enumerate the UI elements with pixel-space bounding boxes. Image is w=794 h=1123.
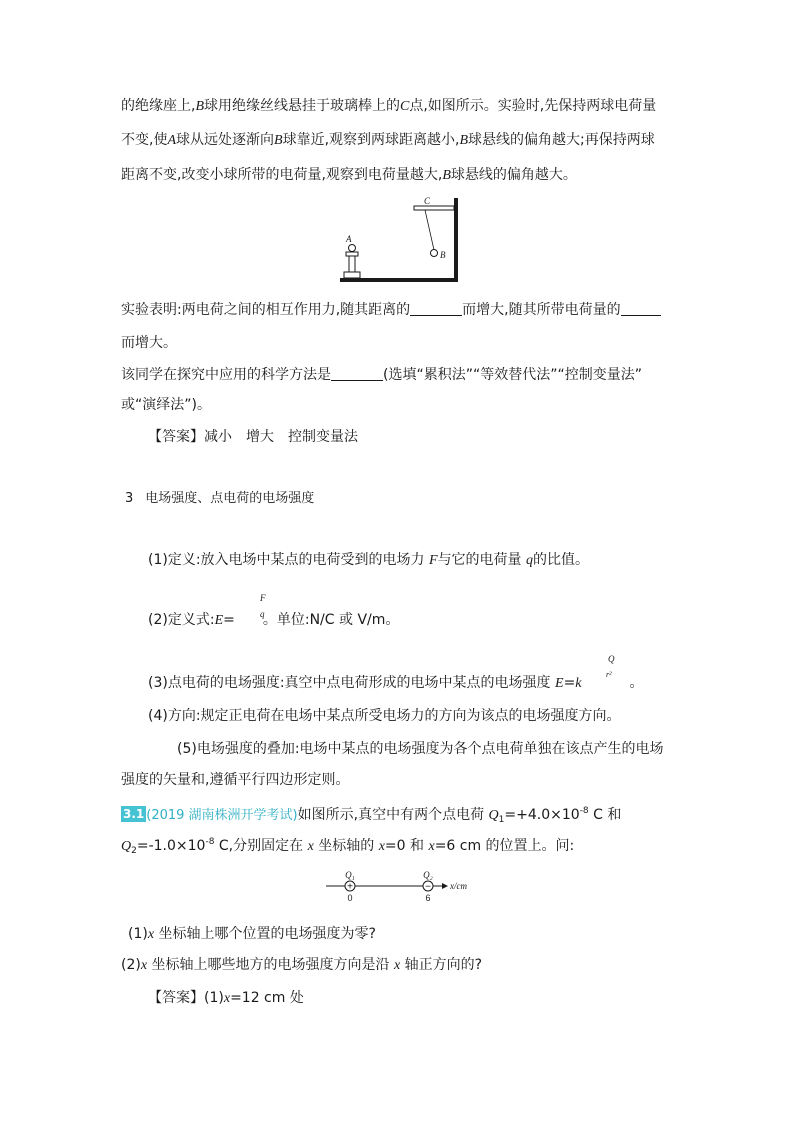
para1-line2: 不变,使A球从远处逐渐向B球靠近,观察到两球距离越小,B球悬线的偏角越大;再保持两球 xyxy=(121,132,655,148)
fraction-f-num: F xyxy=(260,593,266,603)
item-5-line1: (5)电场强度的叠加:电场中某点的电场强度为各个点电荷单独在该点产生的电场 xyxy=(177,741,664,757)
base-plate xyxy=(340,278,458,282)
coulomb-experiment-figure xyxy=(330,192,466,288)
stand-a-cap xyxy=(346,252,358,256)
item-2: (2)定义式:E= 。单位:N/C 或 V/m。 xyxy=(148,612,400,628)
label-q1: Q₁ xyxy=(345,870,355,880)
stand-a-foot xyxy=(344,272,360,278)
thread xyxy=(425,210,434,250)
q31-tag: 3.1 xyxy=(123,807,145,821)
section-3-heading: 3 电场强度、点电荷的电场强度 xyxy=(125,491,315,506)
label-b: B xyxy=(440,250,446,260)
para2-line2: 而增大。 xyxy=(121,335,177,351)
charge-q1-sign: + xyxy=(347,881,353,893)
para1-line1: 的绝缘座上,B球用绝缘丝线悬挂于玻璃棒上的C点,如图所示。实验时,先保持两球电荷量 xyxy=(121,98,657,114)
x-axis-arrow xyxy=(442,883,448,889)
fraction-q-den: q xyxy=(260,609,265,619)
label-c: C xyxy=(424,196,431,206)
tick-six: 6 xyxy=(425,893,431,903)
blank-2[interactable] xyxy=(621,301,661,316)
charge-axis-figure xyxy=(322,868,482,908)
fraction-q-num: Q xyxy=(608,654,615,664)
fraction-r2-den: r² xyxy=(606,670,612,679)
question-1: (1)x 坐标轴上哪个位置的电场强度为零? xyxy=(128,926,376,942)
label-a: A xyxy=(346,234,352,244)
para2-line4: 或“演绎法”)。 xyxy=(121,397,211,413)
item-5-line2: 强度的矢量和,遵循平行四边形定则。 xyxy=(121,772,350,788)
vertical-post xyxy=(454,198,458,282)
para2-line1: 实验表明:两电荷之间的相互作用力,随其距离的 而增大,随其所带电荷量的 xyxy=(121,300,661,320)
stand-a-pole xyxy=(349,256,355,272)
answer-2: 【答案】(1)x=12 cm 处 xyxy=(148,990,304,1006)
ball-b xyxy=(431,250,438,257)
q31-source: (2019 湖南株洲开学考试) xyxy=(146,808,298,823)
q31-line2: $Q_2=-1.0\times 10^{-8}$ C,分别固定在 x 坐标轴的 x=0 和 x=6 cm 的位置上。问: xyxy=(121,837,575,856)
tick-zero: 0 xyxy=(347,893,353,903)
label-q2: Q₂ xyxy=(423,870,433,880)
item-1: (1)定义:放入电场中某点的电荷受到的电场力 F与它的电荷量 q的比值。 xyxy=(148,552,590,568)
para2-line3: 该同学在探究中应用的科学方法是 (选填“累积法”“等效替代法”“控制变量法” xyxy=(121,367,642,383)
item-4: (4)方向:规定正电荷在电场中某点所受电场力的方向为该点的电场强度方向。 xyxy=(148,708,621,724)
axis-label: x/cm xyxy=(450,881,467,891)
glass-rod xyxy=(414,206,454,210)
question-2: (2)x 坐标轴上哪些地方的电场强度方向是沿 x 轴正方向的? xyxy=(121,957,483,973)
blank-1[interactable] xyxy=(410,301,462,316)
answer-1: 【答案】减小 增大 控制变量法 xyxy=(148,429,358,445)
para1-line3: 距离不变,改变小球所带的电荷量,观察到电荷量越大,B球悬线的偏角越大。 xyxy=(121,167,577,183)
ball-a xyxy=(349,245,356,252)
q31-line1: 3.1 (2019 湖南株洲开学考试)如图所示,真空中有两个点电荷 $Q_1=+4.0\times 10^{-8}$ C 和 xyxy=(123,806,622,825)
blank-3[interactable] xyxy=(331,366,383,381)
charge-q2-sign: − xyxy=(425,881,431,893)
item-3: (3)点电荷的电场强度:真空中点电荷形成的电场中某点的电场强度 E=k 。 xyxy=(148,675,644,691)
